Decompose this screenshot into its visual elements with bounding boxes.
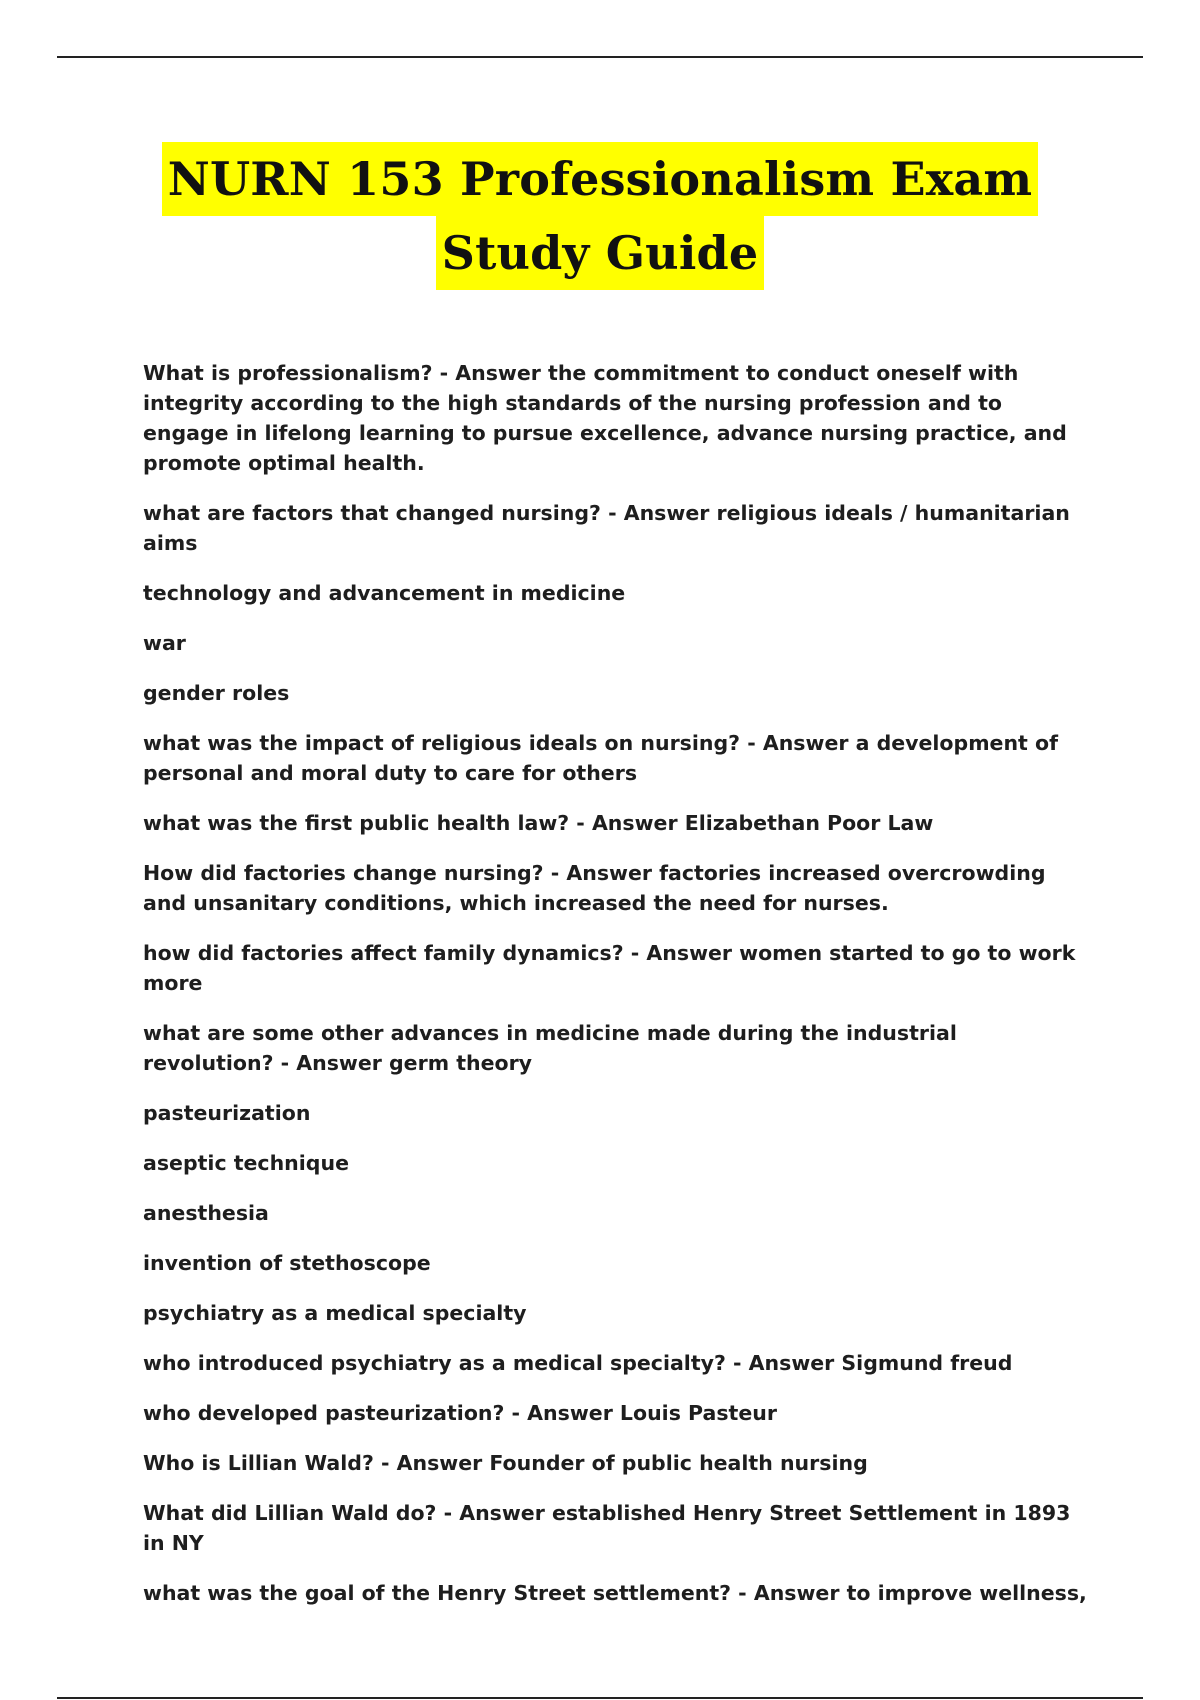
- qa-entry: Who is Lillian Wald? - Answer Founder of public health nursing: [143, 1451, 868, 1475]
- qa-entry: What is professionalism? - Answer the commitment to conduct oneself with integrity according to the high standards of the nursing profession and to engage in lifelong learning to pursue excellence, advance nursing practice, and promote optimal health.: [143, 361, 1067, 475]
- qa-entry: who developed pasteurization? - Answer Louis Pasteur: [143, 1401, 777, 1425]
- qa-entry: What did Lillian Wald do? - Answer established Henry Street Settlement in 1893 in NY: [143, 1501, 1071, 1555]
- list-item: aseptic technique: [143, 1151, 349, 1175]
- qa-entry: how did factories affect family dynamics? - Answer women started to go to work more: [143, 941, 1076, 995]
- list-item: psychiatry as a medical specialty: [143, 1301, 527, 1325]
- list-item: war: [143, 631, 186, 655]
- title-line-2: Study Guide: [436, 216, 765, 290]
- list-item: technology and advancement in medicine: [143, 581, 626, 605]
- title-line-1: NURN 153 Professionalism Exam: [162, 142, 1039, 216]
- qa-entry: what was the first public health law? - Answer Elizabethan Poor Law: [143, 811, 934, 835]
- qa-entry: what are factors that changed nursing? - Answer religious ideals / humanitarian aims: [143, 501, 1070, 555]
- qa-entry: who introduced psychiatry as a medical specialty? - Answer Sigmund freud: [143, 1351, 1013, 1375]
- bottom-divider: [57, 1697, 1143, 1699]
- study-guide-content: [143, 358, 1093, 1628]
- list-item: gender roles: [143, 681, 290, 705]
- qa-entry: what was the impact of religious ideals on nursing? - Answer a development of personal and moral duty to care for others: [143, 731, 1058, 785]
- qa-entry: How did factories change nursing? - Answer factories increased overcrowding and unsanitary conditions, which increased the need for nurses.: [143, 861, 1046, 915]
- qa-entry: what are some other advances in medicine made during the industrial revolution? - Answer germ theory: [143, 1021, 957, 1075]
- list-item: pasteurization: [143, 1101, 311, 1125]
- document-title: [0, 142, 1200, 290]
- list-item: anesthesia: [143, 1201, 269, 1225]
- qa-entry: what was the goal of the Henry Street settlement? - Answer to improve wellness,: [143, 1581, 1087, 1605]
- list-item: invention of stethoscope: [143, 1251, 431, 1275]
- top-divider: [57, 56, 1143, 58]
